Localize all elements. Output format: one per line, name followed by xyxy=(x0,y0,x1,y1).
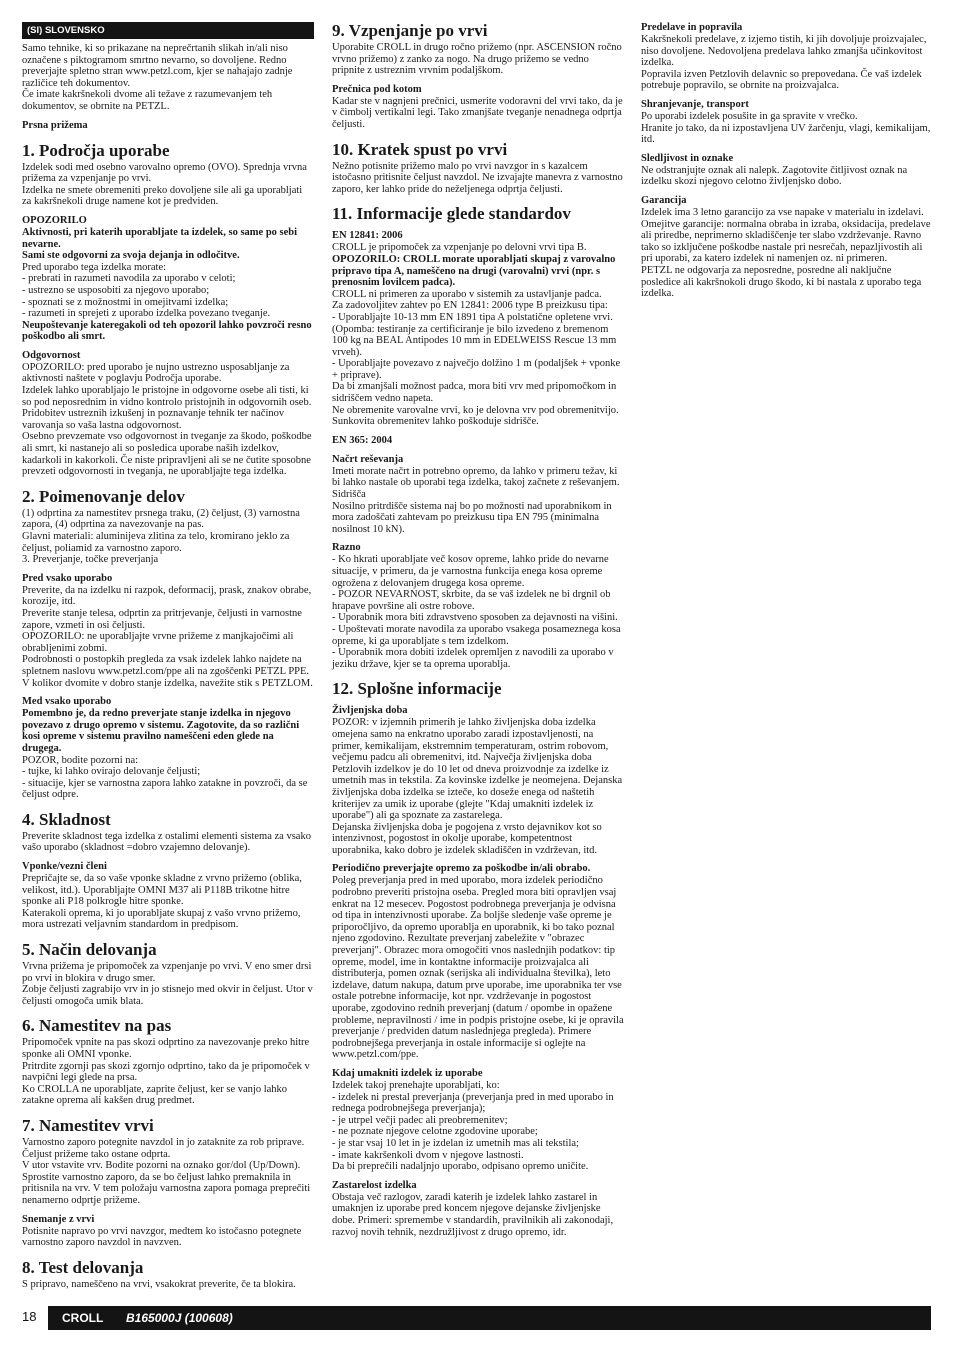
body-paragraph: Nežno potisnite prižemo malo po vrvi navzgor in s kazalcem istočasno pritisnite čeljust navzdol. Ne izvajajte manevra z varnostno zaporo, ker lahko pride do neželjenega odprtja čeljusti. xyxy=(332,160,623,195)
body-paragraph: Vrvna prižema je pripomoček za vzpenjanje po vrvi. V eno smer drsi po vrvi in blokira v drugo smer. xyxy=(22,961,312,984)
warning-paragraph: Aktivnosti, pri katerih uporabljate ta izdelek, so same po sebi nevarne. xyxy=(22,226,298,250)
body-paragraph: - POZOR NEVARNOST, skrbite, da se vaš izdelek ne bi drgnil ob hrapave površine ali ostre robove. xyxy=(332,589,611,612)
body-paragraph: Preverite skladnost tega izdelka z ostalimi elementi sistema za vsako vašo uporabo (skladnost =dobro vzajemno delovanje). xyxy=(22,830,311,854)
body-paragraph: Uporabite CROLL in drugo ročno prižemo (npr. ASCENSION ročno vrvno prižemo) z zanko za nogo. Na drugo prižemo se vedno pripnite z ustreznim vrvnim podaljškom. xyxy=(332,42,622,77)
language-label: (SI) SLOVENSKO xyxy=(22,22,314,39)
warning-paragraph: Neupoštevanje kateregakoli od teh opozoril lahko povzroči resno poškodbo ali smrt. xyxy=(22,319,312,343)
body-paragraph: Potisnite napravo po vrvi navzgor, medtem ko istočasno potegnete varnostno zaporo navzdol in navzven. xyxy=(22,1225,302,1249)
body-paragraph: V utor vstavite vrv. Bodite pozorni na oznako gor/dol (Up/Down). Sprostite varnostno zaporo, da se bo čeljust lahko premaknila in pritisnila na vrv. V tem položaju varnostna zapora pomaga preprečiti nenamerno odprtje prižeme. xyxy=(22,1160,311,1206)
body-paragraph: CROLL ni primeren za uporabo v sistemih za ustavljanje padca. xyxy=(332,288,602,300)
section-heading: 6. Namestitev na pas xyxy=(22,1016,172,1036)
subsection-heading: Razno xyxy=(332,542,361,554)
subsection-heading: EN 12841: 2006 xyxy=(332,230,403,242)
body-paragraph: POZOR, bodite pozorni na: xyxy=(22,754,139,766)
body-paragraph: Izdelek ima 3 letno garancijo za vse napake v materialu in izdelavi. Omejitve garancije: normalna obraba in izraba, oksidacija, predelave ali priredbe, neprimerno skladiščenje ter slabo vzdrževanje. Ravno tako so izključene poškodbe nastale pri nesrečah, nepazljivostih ali pri uporabi, za katero izdelek ni namenjen oz. ni primeren. xyxy=(641,206,931,265)
body-paragraph: S pripravo, nameščeno na vrvi, vsakokrat preverite, če ta blokira. xyxy=(22,1278,296,1290)
body-paragraph: PETZL ne odgovarja za neposredne, posredne ali naključne posledice ali kakršnokoli drugo škodo, ki bi nastala z uporabo tega izdelka. xyxy=(641,264,922,300)
body-paragraph: - izdelek ni prestal preverjanja (preverjanja pred in med uporabo in rednega podrobnejšega preverjanja); xyxy=(332,1091,614,1115)
footer-bar xyxy=(48,1306,931,1330)
body-paragraph: Samo tehnike, ki so prikazane na neprečrtanih slikah in/ali niso označene s piktogramom smrtno nevarno, so dovoljene. Redno preverjajte spletno stran www.petzl.com, kjer se nahajajo zadnje različice teh dokumentov. xyxy=(22,43,293,89)
section-heading: 9. Vzpenjanje po vrvi xyxy=(332,21,488,40)
subsection-heading: Zastarelost izdelka xyxy=(332,1179,417,1191)
body-paragraph: - je star vsaj 10 let in je izdelan iz umetnih mas ali tekstila; xyxy=(332,1137,579,1149)
section-heading: 1. Področja uporabe xyxy=(22,140,170,160)
body-paragraph: Po uporabi izdelek posušite in ga spravite v vrečko. xyxy=(641,110,858,122)
body-paragraph: Obstaja več razlogov, zaradi katerih je izdelek lahko zastarel in umaknjen iz uporabe pred koncem njegove dejanske življenjske dobe. Primeri: spremembe v standardih, pravilnikih ali zakonodaji, razvoj novih tehnik, nezdružljivost z drugo opremo, idr. xyxy=(332,1191,614,1238)
body-paragraph: Hranite jo tako, da ni izpostavljena UV žarčenju, vlagi, kemikalijam, itd. xyxy=(641,122,931,146)
body-paragraph: Preverite, da na izdelku ni razpok, deformacij, prask, znakov obrabe, korozije, itd. xyxy=(22,584,312,608)
subsection-heading: Shranjevanje, transport xyxy=(641,98,749,110)
subsection-heading: Načrt reševanja xyxy=(332,453,404,465)
page-footer xyxy=(22,1306,931,1330)
column-middle-body xyxy=(332,22,624,1238)
column-left xyxy=(22,22,314,1290)
body-paragraph: - Uporabnik mora dobiti izdelek opremljen z navodili za uporabo v jeziku države, kjer se ta oprema uporablja. xyxy=(332,647,614,670)
body-paragraph: Izdelek lahko uporabljajo le pristojne in odgovorne osebe ali tisti, ki so pod neposrednim in vidno kontrolo pristojnih in odgovornih oseb. xyxy=(22,385,312,408)
body-paragraph: Izdelka ne smete obremeniti preko dovoljene sile ali ga uporabljati za kakršnekoli druge namene kot je predviden. xyxy=(22,184,303,208)
body-paragraph: Pred uporabo tega izdelka morate: xyxy=(22,261,167,273)
body-paragraph: OPOZORILO: pred uporabo je nujno ustrezno usposabljanje za aktivnosti naštete v poglavju Področja uporabe. xyxy=(22,361,290,385)
section-heading: 10. Kratek spust po vrvi xyxy=(332,139,508,159)
section-heading: 2. Poimenovanje delov xyxy=(22,486,185,506)
body-paragraph: 3. Preverjanje, točke preverjanja xyxy=(22,554,159,566)
footer-product-name: CROLL xyxy=(62,1311,104,1325)
body-paragraph: CROLL je pripomoček za vzpenjanje po delovni vrvi tipa B. xyxy=(332,242,587,254)
body-paragraph: Kakršnekoli predelave, z izjemo tistih, ki jih dovoljuje proizvajalec, niso dovoljene. Nedovoljena predelava lahko zmanjša učinkovitost izdelka. xyxy=(641,34,927,69)
body-paragraph: - razumeti in sprejeti z uporabo izdelka povezano tveganje. xyxy=(22,308,271,320)
body-paragraph: Ko CROLLA ne uporabljate, zaprite čeljust, ker se vanjo lahko zatakne oprema ali kakšen drug predmet. xyxy=(22,1083,288,1107)
body-paragraph: Če imate kakršnekoli dvome ali težave z razumevanjem teh dokumentov, se obrnite na PETZL. xyxy=(22,89,273,112)
subsection-heading: Življenjska doba xyxy=(332,705,408,717)
warning-paragraph: Sami ste odgovorni za svoja dejanja in odločitve. xyxy=(22,250,240,262)
subsection-heading: Prečnica pod kotom xyxy=(332,83,422,95)
section-heading: 4. Skladnost xyxy=(22,809,111,829)
body-paragraph: Varnostno zaporo potegnite navzdol in jo zataknite za rob priprave. Čeljust prižeme tako ostane odprta. xyxy=(22,1136,305,1160)
body-paragraph: - situacije, kjer se varnostna zapora lahko zatakne in povzroči, da se čeljust odpre. xyxy=(22,777,308,801)
subsection-heading: OPOZORILO xyxy=(22,214,87,226)
body-paragraph: OPOZORILO: ne uporabljajte vrvne prižeme z manjkajočimi ali obrabljenimi zobmi. xyxy=(22,631,294,654)
body-paragraph: - spoznati se z možnostmi in omejitvami izdelka; xyxy=(22,296,229,308)
subsection-heading: Kdaj umakniti izdelek iz uporabe xyxy=(332,1067,483,1079)
warning-paragraph: OPOZORILO: CROLL morate uporabljati skupaj z varovalno pripravo tipa A, nameščeno na drugi (varovalni) vrvi (npr. s prenosnim lovilcem padca). xyxy=(332,253,616,289)
subsection-heading: Vponke/vezni členi xyxy=(22,861,107,873)
column-right-body xyxy=(641,22,933,300)
body-paragraph: Preverite stanje telesa, odprtin za pritrjevanje, čeljusti in varnostne zapore, vzmeti in osi čeljusti. xyxy=(22,607,302,631)
subsection-heading: Med vsako uporabo xyxy=(22,696,112,708)
body-paragraph: Popravila izven Petzlovih delavnic so prepovedana. Če vaš izdelek potrebuje popravilo, se obrnite na proizvajalca. xyxy=(641,68,922,92)
column-middle xyxy=(332,22,624,1238)
body-paragraph: - imate kakršenkoli dvom v njegove lastnosti. xyxy=(332,1149,524,1161)
body-paragraph: - ne poznate njegove celotne zgodovine uporabe; xyxy=(332,1126,538,1138)
body-paragraph: Za zadovoljitev zahtev po EN 12841: 2006 type B preizkusu tipa: xyxy=(332,300,608,312)
subsection-heading: Odgovornost xyxy=(22,349,81,361)
body-paragraph: Da bi zmanjšali možnost padca, mora biti vrv med pripomočkom in sidriščem vedno napeta. xyxy=(332,381,617,405)
body-paragraph: Ne odstranjujte oznak ali nalepk. Zagotovite čitljivost oznak na izdelku skozi njegovo celotno življenjsko dobo. xyxy=(641,164,908,188)
body-paragraph: Pripomoček vpnite na pas skozi odprtino za navezovanje preko hitre sponke ali OMNI vponke. xyxy=(22,1037,310,1060)
body-paragraph: Pritrdite zgornji pas skozi zgornjo odprtino, tako da je pripomoček v navpični legi glede na prsa. xyxy=(22,1060,310,1084)
subsection-heading: Prsna prižema xyxy=(22,119,88,131)
body-paragraph: Poleg preverjanja pred in med uporabo, mora izdelek periodično podrobno preveriti pristojna oseba. Pregled mora biti opravljen vsaj enkrat na 12 mesecev. Pogostost podrobnega preverjanja je odvisna od tipa in intenzivnosti uporabe. Za boljše sledenje vaše opreme je priporočljivo, da opremo uporablja en uporabnik, ki bo tako poznal njeno zgodovino. Rezultate preverjanj zabeležite v "obrazec preverjanj". Obrazec mora omogočiti vnos naslednjih podatkov: tip opreme, model, ime in kontaktne informacije proizvajalca ali distributerja, pomen oznak (serijska ali individualna številka), leto izdelave, datum nakupa, datum prve uporabe, ime uporabnika ter vse ostale potrebne informacije, kot npr. vzdrževanje in pogostost uporabe, zgodovino rednih preverjanj (datum / opombe in opažene probleme, nepravilnosti / ime in podpis pristojne osebe, ki je opravila preverjanje / predviden datum naslednjega pregleda). Primere podrobnejšega preverjanja in ostale informacije si oglejte na www.petzl.com/ppe. xyxy=(332,875,624,1061)
body-paragraph: Zobje čeljusti zagrabijo vrv in jo stisnejo med okvir in čeljust. Utor v čeljusti omogoča umik blata. xyxy=(22,984,313,1007)
body-paragraph: - Uporabljajte povezavo z največjo dolžino 1 m (podaljšek + vponke + priprave). xyxy=(332,358,621,381)
subsection-heading: Predelave in popravila xyxy=(641,22,743,33)
column-right xyxy=(641,22,933,300)
subsection-heading: EN 365: 2004 xyxy=(332,434,393,446)
body-paragraph: Osebno prevzemate vso odgovornost in tveganje za škodo, poškodbe ali smrt, ki nastanejo ali so posledica uporabe naših izdelkov, kadarkoli in kakorkoli. Če niste pripravljeni ali se ne čutite sposobne prevzeti odgovornosti in tveganja, ne uporabljajte tega izdelka. xyxy=(22,431,312,478)
body-paragraph: - Uporabljajte 10-13 mm EN 1891 tipa A polstatične opletene vrvi. (Opomba: testiranje za certificiranje je bilo izvedeno z bremenom 100 kg na BEAL Antipodes 10 mm in EDELWEISS Rescue 13 mm vrveh). xyxy=(332,311,617,358)
section-heading: 12. Splošne informacije xyxy=(332,679,502,699)
body-paragraph: Nosilno pritrdišče sistema naj bo po možnosti nad uporabnikom in mora zadoščati zahtevam po preizkusu tipa EN 795 (minimalna nosilnost 10 kN). xyxy=(332,500,612,535)
body-paragraph: - Uporabnik mora biti zdravstveno sposoben za dejavnosti na višini. xyxy=(332,612,618,624)
body-paragraph: Podrobnosti o postopkih pregleda za vsak izdelek lahko najdete na spletnem naslovu www.petzl.com/ppe ali na zgoščenki PETZL PPE. xyxy=(22,654,310,677)
footer-document-reference: B165000J (100608) xyxy=(126,1311,233,1325)
body-paragraph: V kolikor dvomite v dobro stanje izdelka, navežite stik s PETZLOM. xyxy=(22,677,313,689)
body-paragraph: Izdelek sodi med osebno varovalno opremo (OVO). Sprednja vrvna prižema za vzpenjanje po vrvi. xyxy=(22,161,307,185)
subsection-heading: Garancija xyxy=(641,194,687,206)
body-paragraph: Pridobitev ustreznih izkušenj in poznavanje tehnik ter načinov varovanja so vaša lastna odgovornost. xyxy=(22,408,285,431)
column-left-body xyxy=(22,43,314,1290)
body-paragraph: Ne obremenite varovalne vrvi, ko je delovna vrv pod obremenitvijo. xyxy=(332,404,619,416)
body-paragraph: Sidrišča xyxy=(332,489,366,501)
body-paragraph: - Ko hkrati uporabljate več kosov opreme, lahko pride do nevarne situacije, v primeru, da je varnostna funkcija enega kosa opreme ogrožena z delovanjem drugega kosa opreme. xyxy=(332,554,609,589)
body-paragraph: Kadar ste v nagnjeni prečnici, usmerite vodoravni del vrvi tako, da je v čimbolj vertikalni legi. Tako zmanjšate tveganje nenadnega odprtja čeljusti. xyxy=(332,95,623,130)
section-heading: 7. Namestitev vrvi xyxy=(22,1115,154,1135)
body-paragraph: Prepričajte se, da so vaše vponke skladne z vrvno prižemo (oblika, velikost, itd.). Uporabljajte OMNI M37 ali P118B trikotne hitre sponke ali P18 polkrogle hitre sponke. xyxy=(22,873,302,908)
section-heading: 5. Način delovanja xyxy=(22,940,157,960)
page-number: 18 xyxy=(22,1309,37,1324)
body-paragraph: Da bi preprečili nadaljnjo uporabo, odpisano opremo uničite. xyxy=(332,1161,589,1173)
body-paragraph: - prebrati in razumeti navodila za uporabo v celoti; xyxy=(22,273,236,285)
subsection-heading: Snemanje z vrvi xyxy=(22,1213,95,1225)
subsection-heading: Periodično preverjajte opremo za poškodbe in/ali obrabo. xyxy=(332,863,591,875)
body-paragraph: - je utrpel večji padec ali preobremenitev; xyxy=(332,1114,508,1126)
body-paragraph: - tujke, ki lahko ovirajo delovanje čeljusti; xyxy=(22,766,201,778)
warning-paragraph: Pomembno je, da redno preverjate stanje izdelka in njegovo povezavo z drugo opremo v sistemu. Zagotovite, da so različni kosi opreme v sistemu pravilno nameščeni eden glede na drugega. xyxy=(22,708,300,754)
body-paragraph: Glavni materiali: aluminijeva zlitina za telo, kromirano jeklo za čeljust, poliamid za varnostno zaporo. xyxy=(22,531,290,554)
section-heading: 8. Test delovanja xyxy=(22,1257,144,1277)
body-paragraph: - ustrezno se usposobiti za njegovo uporabo; xyxy=(22,284,210,296)
body-paragraph: - Upoštevati morate navodila za uporabo vsakega posameznega kosa opreme, ki ga uporabljate s tem izdelkom. xyxy=(332,623,621,647)
body-paragraph: Dejanska življenjska doba je pogojena z vrsto dejavnikov kot so intenzivnost, pogostost in okolje uporabe, kompetentnost uporabnika, kako dobro je izdelek skladiščen in vzdrževan, itd. xyxy=(332,821,602,856)
section-heading: 11. Informacije glede standardov xyxy=(332,204,571,224)
subsection-heading: Pred vsako uporabo xyxy=(22,572,113,584)
body-paragraph: Izdelek takoj prenehajte uporabljati, ko: xyxy=(332,1079,500,1091)
body-paragraph: Sunkovita obremenitev lahko poškoduje sidrišče. xyxy=(332,416,539,428)
subsection-heading: Sledljivost in oznake xyxy=(641,152,734,164)
body-paragraph: Katerakoli oprema, ki jo uporabljate skupaj z vašo vrvno prižemo, mora ustrezati veljavnim standardom in predpisom. xyxy=(22,907,301,931)
body-paragraph: POZOR: v izjemnih primerih je lahko življenjska doba izdelka omejena samo na enkratno uporabo zaradi izpostavljenosti, na primer, kemikalijam, ekstremnim temperaturam, ostrim robovom, večjemu padcu ali obremenitvi, itd. Največja življenjska doba Petzlovih izdelkov je do 10 let od dneva proizvodnje za izdelke iz umetnih mas in tekstila. Za kovinske izdelke je neomejena. Dejanska življenjska doba izdelka se izteče, ko doseže enega od naštetih kriterijev za umik iz uporabe (glejte "Kdaj umakniti izdelek iz uporabe") ali ga spoznate za zastarelega. xyxy=(332,717,623,822)
body-paragraph: Imeti morate načrt in potrebno opremo, da lahko v primeru težav, ki bi lahko nastale ob uporabi tega izdelka, takoj začnete z reševanjem. xyxy=(332,465,620,489)
body-paragraph: (1) odprtina za namestitev prsnega traku, (2) čeljust, (3) varnostna zapora, (4) odprtina za navezovanje na pas. xyxy=(22,507,300,531)
